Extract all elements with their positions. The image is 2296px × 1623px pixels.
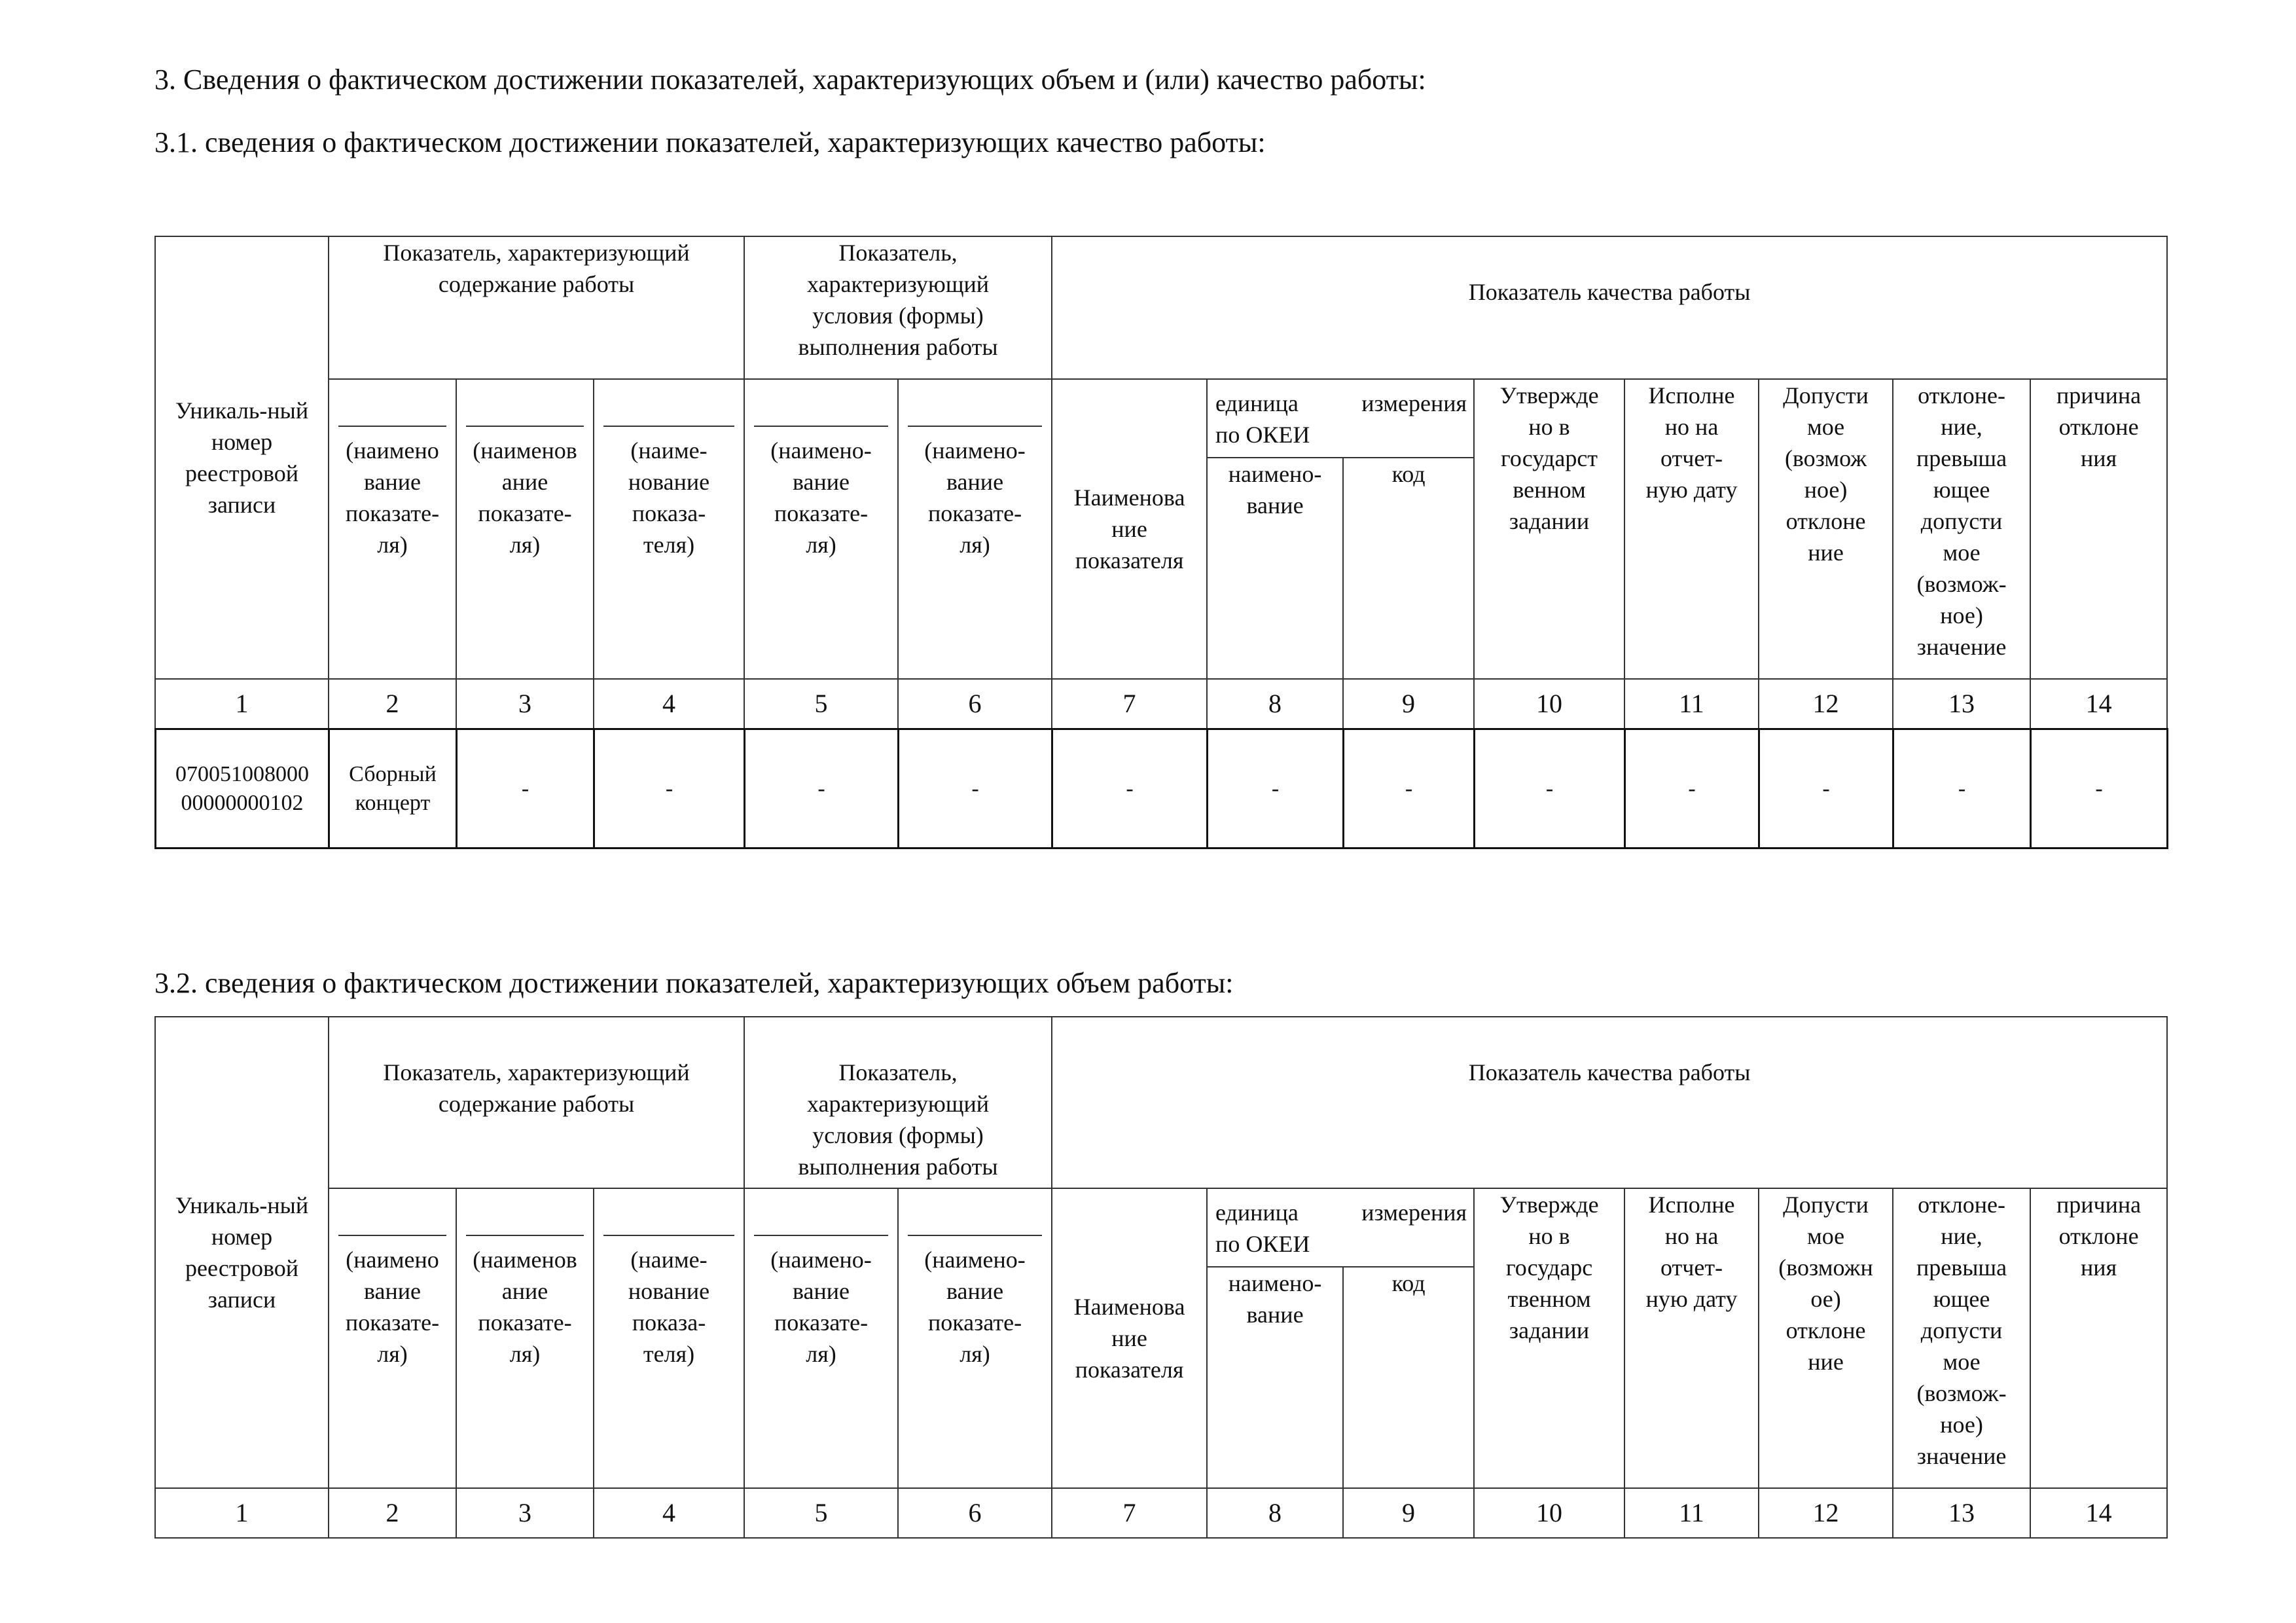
header-text-line: вание — [1246, 1302, 1304, 1328]
header-text-line: Показатель, характеризующий — [383, 240, 690, 266]
col6-header — [898, 379, 1052, 679]
header-text-line: превыша — [1916, 445, 2007, 471]
header-text-line: (наименов — [473, 437, 577, 464]
header-text-line: Показатель, — [838, 240, 958, 266]
header-text-line: причина — [2056, 382, 2142, 409]
header-text-line: выполнения работы — [798, 1154, 998, 1180]
empty-value-cell: - — [1625, 729, 1759, 848]
header-text-line: условия (формы) — [812, 302, 984, 329]
header-text-line: (возмож- — [1916, 1380, 2007, 1406]
header-text-line: вание — [946, 1278, 1004, 1304]
column-number-cell: 11 — [1624, 1488, 1759, 1538]
header-text-line: но на — [1664, 1223, 1719, 1249]
header-text-line: вание — [1246, 492, 1304, 519]
column-number-cell: 2 — [329, 679, 456, 729]
empty-value-cell: - — [1344, 729, 1475, 848]
column-number-cell: 13 — [1893, 679, 2030, 729]
header-text-line: Исполне — [1648, 1192, 1735, 1218]
header-text-line: Утвержде — [1499, 1192, 1599, 1218]
header-content-indicator — [329, 236, 744, 379]
column-number-cell: 9 — [1343, 679, 1474, 729]
column-number-cell: 7 — [1052, 679, 1207, 729]
col5-header — [744, 379, 898, 679]
header-text-line: отклоне — [2058, 1223, 2139, 1249]
column-number-cell: 4 — [594, 1488, 744, 1538]
quality-data-table — [154, 728, 2168, 849]
header-text-line: номер — [211, 1224, 273, 1250]
col14-header — [2030, 379, 2167, 679]
header-text-line: ля) — [377, 1341, 408, 1367]
col7-header — [1052, 379, 1207, 679]
header-text-line: показате- — [927, 1309, 1022, 1336]
registry-number-cell — [156, 729, 329, 848]
header-text-line: (возмож — [1784, 445, 1867, 471]
header-text-line: отклоне — [1785, 508, 1866, 534]
column-number-cell: 9 — [1343, 1488, 1474, 1538]
unit-word-3: по ОКЕИ — [1215, 1231, 1310, 1257]
section-3-1-heading: 3.1. сведения о фактическом достижении показателей, характеризующих качество работы: — [154, 126, 1266, 158]
column-number-cell: 5 — [744, 1488, 898, 1538]
header-text-line: отчет- — [1660, 445, 1723, 471]
header-text-line: реестровой — [185, 460, 299, 486]
header-text-line: ание — [501, 469, 548, 495]
header-text-line: но в — [1528, 414, 1570, 440]
column-number-cell: 7 — [1052, 1488, 1207, 1538]
header-text-line: показате- — [478, 500, 572, 526]
header-text-line: (наимено- — [770, 437, 872, 464]
header-text-line: Исполне — [1648, 382, 1735, 409]
header-text-line: показателя — [1075, 1357, 1184, 1383]
section-3-2-heading: 3.2. сведения о фактическом достижении показателей, характеризующих объем работы: — [154, 967, 1234, 999]
header-text-line: наимено- — [1228, 461, 1322, 487]
header-text-line: Утвержде — [1499, 382, 1599, 409]
col4-header — [594, 379, 744, 679]
header-text-line: ющее — [1933, 1286, 1990, 1312]
header-text-line: наимено- — [1228, 1270, 1322, 1296]
header-text-line: значение — [1916, 634, 2007, 660]
header-text-line: показате- — [774, 1309, 869, 1336]
header-text-line: ля) — [806, 1341, 836, 1367]
header-content-indicator — [329, 1017, 744, 1188]
unit-word-1: единица — [1215, 390, 1299, 416]
header-text-line: (наиме- — [630, 437, 708, 464]
section-3-heading: 3. Сведения о фактическом достижении показателей, характеризующих объем и (или) качество работы: — [154, 64, 1426, 96]
header-text-line: (наимено — [346, 437, 439, 464]
header-text-line: характеризующий — [806, 1091, 990, 1117]
volume-indicators-table — [154, 1016, 2168, 1539]
header-text-line: ную дату — [1645, 1286, 1738, 1312]
header-text-line: твенном — [1507, 1286, 1591, 1312]
unit-okei-header — [1207, 379, 1474, 458]
header-conditions-indicator — [744, 236, 1052, 379]
unit-word-1: единица — [1215, 1199, 1299, 1226]
header-text-line: ние, — [1941, 1223, 1982, 1249]
empty-value-cell: - — [1208, 729, 1344, 848]
column-number-cell: 5 — [744, 679, 898, 729]
col13-header — [1893, 379, 2030, 679]
header-text-line: ную дату — [1645, 477, 1738, 503]
header-text-line: причина — [2056, 1192, 2142, 1218]
col3-header — [456, 1188, 594, 1488]
header-text-line: ние, — [1941, 414, 1982, 440]
header-text-line: задании — [1509, 1317, 1590, 1343]
header-text-line: но в — [1528, 1223, 1570, 1249]
col2-header — [329, 1188, 456, 1488]
header-text-line: ля) — [806, 532, 836, 558]
header-text-line: вание — [363, 469, 421, 495]
header-text-line: ля) — [509, 532, 541, 558]
header-unique-number — [155, 1017, 329, 1488]
header-text-line: превыша — [1916, 1254, 2007, 1281]
col3-header — [456, 379, 594, 679]
header-quality-indicator: Показатель качества работы — [1052, 236, 2167, 379]
header-text-line: вание — [793, 469, 850, 495]
header-text-line: допусти — [1920, 508, 2003, 534]
col2-header — [329, 379, 456, 679]
col11-header — [1624, 379, 1759, 679]
header-text-line: ное) — [1940, 1412, 1983, 1438]
data-row — [156, 729, 2168, 848]
header-text-line: показате- — [345, 500, 440, 526]
header-text-line: ние — [1111, 1325, 1147, 1351]
header-text-line: ое) — [1810, 1286, 1841, 1312]
header-text-line: ние — [1808, 539, 1844, 566]
header-text-line: отчет- — [1660, 1254, 1723, 1281]
cell-text-line: концерт — [355, 790, 431, 815]
unit-okei-header — [1207, 1188, 1474, 1267]
column-number-cell: 12 — [1759, 1488, 1893, 1538]
header-text-line: мое — [1943, 539, 1981, 566]
header-text-line: мое — [1806, 414, 1845, 440]
header-text-line: (возможн — [1778, 1254, 1873, 1281]
col12-header — [1759, 379, 1893, 679]
header-text-line: показа- — [632, 500, 706, 526]
header-text-line: показа- — [632, 1309, 706, 1336]
unit-word-3: по ОКЕИ — [1215, 422, 1310, 448]
header-text-line: (наимено- — [770, 1247, 872, 1273]
header-text-line: вание — [363, 1278, 421, 1304]
header-text-line: ния — [2081, 445, 2117, 471]
header-text-line: допусти — [1920, 1317, 2003, 1343]
header-text-line: характеризующий — [806, 271, 990, 297]
header-text-line: отклоне — [1785, 1317, 1866, 1343]
header-text-line: нование — [628, 1278, 710, 1304]
header-text-line: (наимено- — [924, 1247, 1026, 1273]
header-text-line: Наименова — [1073, 484, 1185, 511]
header-text-line: отклоне- — [1918, 382, 2006, 409]
column-numbers-row — [155, 1488, 2167, 1538]
column-number-cell: 13 — [1893, 1488, 2030, 1538]
col8-header — [1207, 1267, 1343, 1488]
header-text-line: (наимено- — [924, 437, 1026, 464]
column-number-cell: 10 — [1474, 1488, 1624, 1538]
header-text-line: ющее — [1933, 477, 1990, 503]
header-text-line: нование — [628, 469, 710, 495]
header-text-line: задании — [1509, 508, 1590, 534]
header-text-line: номер — [211, 429, 273, 455]
header-text-line: выполнения работы — [798, 334, 998, 360]
empty-value-cell: - — [1052, 729, 1208, 848]
cell-text-line: 00000000102 — [181, 790, 304, 815]
header-text-line: мое — [1806, 1223, 1845, 1249]
column-number-cell: 12 — [1759, 679, 1893, 729]
header-text-line: теля) — [643, 532, 695, 558]
header-text-line: ние — [1808, 1349, 1844, 1375]
column-number-cell: 11 — [1624, 679, 1759, 729]
header-text-line: показате- — [345, 1309, 440, 1336]
header-text-line: показате- — [774, 500, 869, 526]
header-text-line: ние — [1111, 516, 1147, 542]
col11-header — [1624, 1188, 1759, 1488]
col7-header — [1052, 1188, 1207, 1488]
header-text-line: ния — [2081, 1254, 2117, 1281]
header-text-line: вание — [793, 1278, 850, 1304]
col8-header — [1207, 458, 1343, 679]
empty-value-cell: - — [2031, 729, 2168, 848]
header-text-line: записи — [207, 492, 276, 518]
content-cell — [329, 729, 457, 848]
header-text-line: условия (формы) — [812, 1122, 984, 1148]
column-number-cell: 6 — [898, 1488, 1052, 1538]
header-text-line: Уникаль-ный — [175, 1192, 309, 1218]
header-text-line: теля) — [643, 1341, 695, 1367]
header-text-line: значение — [1916, 1443, 2007, 1469]
header-text-line: ное) — [1804, 477, 1848, 503]
quality-indicators-table — [154, 236, 2168, 729]
col10-header — [1474, 1188, 1624, 1488]
unit-word-2: измерения — [1361, 1199, 1467, 1226]
header-text-line: (наимено — [346, 1247, 439, 1273]
column-number-cell: 3 — [456, 1488, 594, 1538]
header-text-line: (возмож- — [1916, 571, 2007, 597]
column-number-cell: 8 — [1207, 1488, 1343, 1538]
col12-header — [1759, 1188, 1893, 1488]
header-text-line: ное) — [1940, 602, 1983, 629]
header-text-line: содержание работы — [438, 1091, 635, 1117]
header-text-line: показате- — [927, 500, 1022, 526]
column-number-cell: 8 — [1207, 679, 1343, 729]
header-text-line: показате- — [478, 1309, 572, 1336]
header-text-line: государс — [1505, 1254, 1593, 1281]
header-text-line: ля) — [960, 532, 990, 558]
header-text-line: государст — [1501, 445, 1598, 471]
empty-value-cell: - — [745, 729, 899, 848]
empty-value-cell: - — [457, 729, 594, 848]
header-text-line: вание — [946, 469, 1004, 495]
unit-word-2: измерения — [1361, 390, 1467, 416]
cell-text-line: Сборный — [349, 761, 437, 786]
header-quality-indicator: Показатель качества работы — [1052, 1017, 2167, 1188]
empty-value-cell: - — [1893, 729, 2031, 848]
header-text-line: содержание работы — [438, 271, 635, 297]
header-text-line: ля) — [960, 1341, 990, 1367]
header-conditions-indicator — [744, 1017, 1052, 1188]
header-unique-number — [155, 236, 329, 679]
column-number-cell: 1 — [155, 1488, 329, 1538]
header-text-line: Наименова — [1073, 1294, 1185, 1320]
column-number-cell: 1 — [155, 679, 329, 729]
column-number-cell: 3 — [456, 679, 594, 729]
header-text-line: Допусти — [1783, 382, 1869, 409]
col9-header: код — [1343, 458, 1474, 679]
column-number-cell: 6 — [898, 679, 1052, 729]
col13-header — [1893, 1188, 2030, 1488]
empty-value-cell: - — [594, 729, 745, 848]
column-number-cell: 14 — [2030, 679, 2167, 729]
header-text-line: (наиме- — [630, 1247, 708, 1273]
header-text-line: мое — [1943, 1349, 1981, 1375]
header-text-line: ля) — [377, 532, 408, 558]
header-text-line: показателя — [1075, 547, 1184, 574]
cell-text-line: 070051008000 — [175, 761, 309, 786]
header-text-line: венном — [1513, 477, 1586, 503]
header-text-line: (наименов — [473, 1247, 577, 1273]
col5-header — [744, 1188, 898, 1488]
header-text-line: Показатель, — [838, 1059, 958, 1085]
header-text-line: Показатель, характеризующий — [383, 1059, 690, 1085]
column-number-cell: 4 — [594, 679, 744, 729]
col4-header — [594, 1188, 744, 1488]
column-numbers-row — [155, 679, 2167, 729]
header-text-line: отклоне — [2058, 414, 2139, 440]
header-text-line: ля) — [509, 1341, 541, 1367]
header-text-line: записи — [207, 1286, 276, 1313]
empty-value-cell: - — [1759, 729, 1893, 848]
col14-header — [2030, 1188, 2167, 1488]
header-text-line: но на — [1664, 414, 1719, 440]
header-text-line: ание — [501, 1278, 548, 1304]
header-text-line: реестровой — [185, 1255, 299, 1281]
column-number-cell: 14 — [2030, 1488, 2167, 1538]
column-number-cell: 2 — [329, 1488, 456, 1538]
header-text-line: Допусти — [1783, 1192, 1869, 1218]
empty-value-cell: - — [899, 729, 1052, 848]
column-number-cell: 10 — [1474, 679, 1624, 729]
empty-value-cell: - — [1475, 729, 1625, 848]
col6-header — [898, 1188, 1052, 1488]
col10-header — [1474, 379, 1624, 679]
col9-header: код — [1343, 1267, 1474, 1488]
header-text-line: отклоне- — [1918, 1192, 2006, 1218]
header-text-line: Уникаль-ный — [175, 397, 309, 424]
